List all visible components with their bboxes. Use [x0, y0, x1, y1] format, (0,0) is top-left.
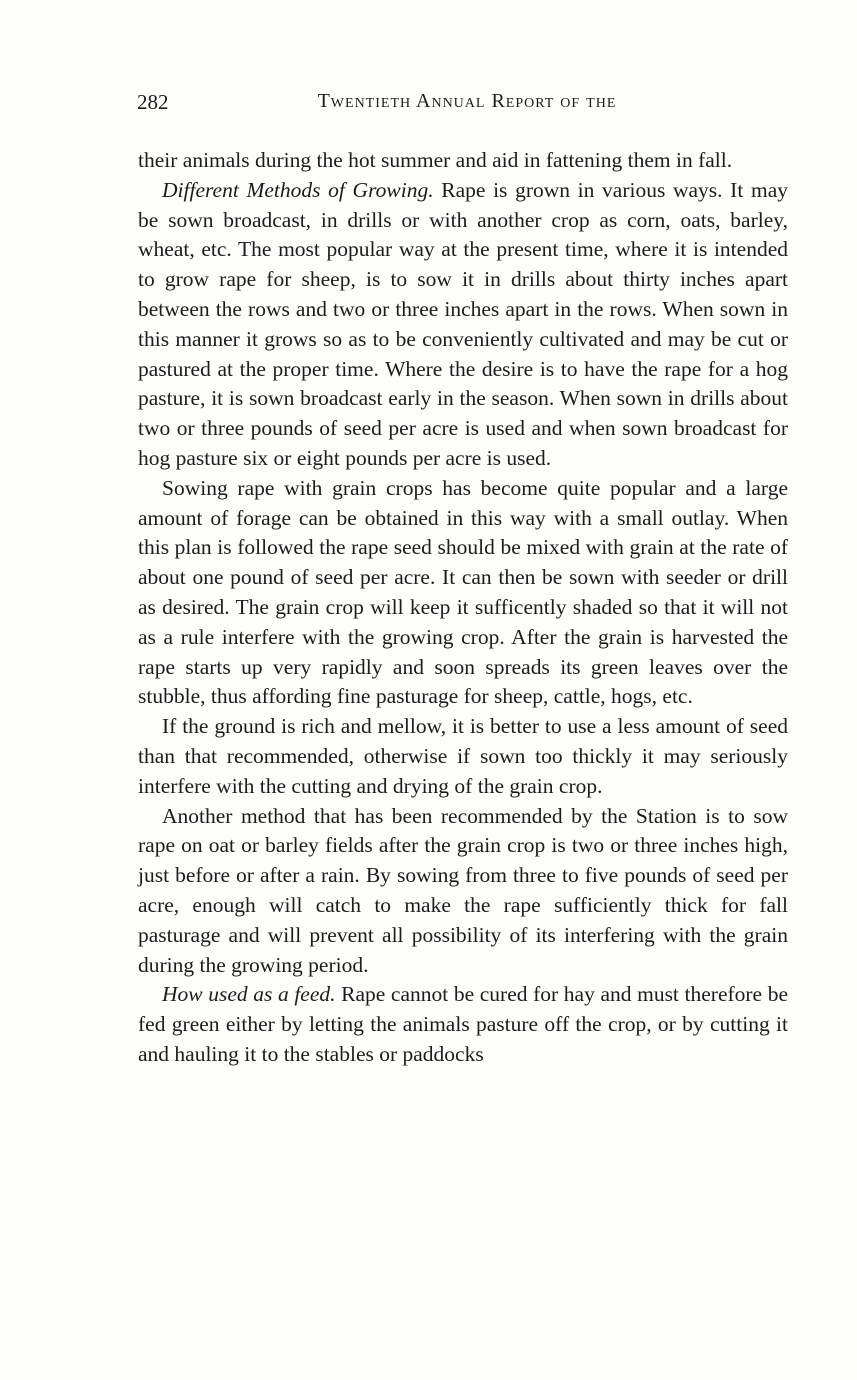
body-text: [138, 146, 788, 1070]
paragraph-station-method: Another method that has been recommended by the Station is to sow rape on oat or barley fields after the grain crop is two or three inches high, just before or after a rain. By sowing from three to five pounds of seed per acre, enough will catch to make the rape sufficiently thick for fall pasturage and will prevent all possibility of its interfering with the grain during the growing period.: [138, 803, 788, 977]
paragraph-grain-crops: Sowing rape with grain crops has become quite popular and a large amount of forage can be obtained in this way with a small outlay. When this plan is followed the rape seed should be mixed with grain at the rate of about one pound of seed per acre. It can then be sown with seeder or drill as desired. The grain crop will keep it sufficently shaded so that it will not as a rule interfere with the growing crop. After the grain is harvested the rape starts up very rapidly and soon spreads its green leaves over the stubble, thus affording fine pasturage for sheep, cattle, hogs, etc.: [138, 475, 788, 709]
paragraph-used-as-feed: [138, 980, 788, 1069]
page-number: 282: [137, 90, 169, 114]
page-header: [137, 90, 797, 120]
paragraph-text: Rape is grown in various ways. It may be sown broadcast, in drills or with another crop as corn, oats, barley, wheat, etc. The most popular way at the present time, where it is intended to grow rape for sheep, is to sow it in drills about thirty inches apart between the rows and two or three inches apart in the rows. When sown in this manner it grows so as to be conveniently cultivated and may be cut or pastured at the proper time. Where the desire is to have the rape for a hog pasture, it is sown broadcast early in the season. When sown in drills about two or three pounds of seed per acre is used and when sown broadcast for hog pasture six or eight pounds per acre is used.: [138, 177, 788, 470]
section-lead-feed: How used as a feed.: [162, 982, 336, 1007]
running-title: Twentieth Annual Report of the: [317, 90, 617, 112]
paragraph-methods-of-growing: [138, 176, 788, 474]
paragraph-rich-ground: If the ground is rich and mellow, it is better to use a less amount of seed than that recommended, otherwise if sown too thickly it may seriously interfere with the cutting and drying of the grain crop.: [138, 714, 788, 798]
section-lead-methods: Different Methods of Growing.: [162, 177, 434, 202]
paragraph-text: Rape cannot be cured for hay and must therefore be fed green either by letting the animals pasture off the crop, or by cutting it and hauling it to the stables or paddocks: [138, 982, 789, 1066]
paragraph-continued: their animals during the hot summer and aid in fattening them in fall.: [138, 148, 733, 172]
